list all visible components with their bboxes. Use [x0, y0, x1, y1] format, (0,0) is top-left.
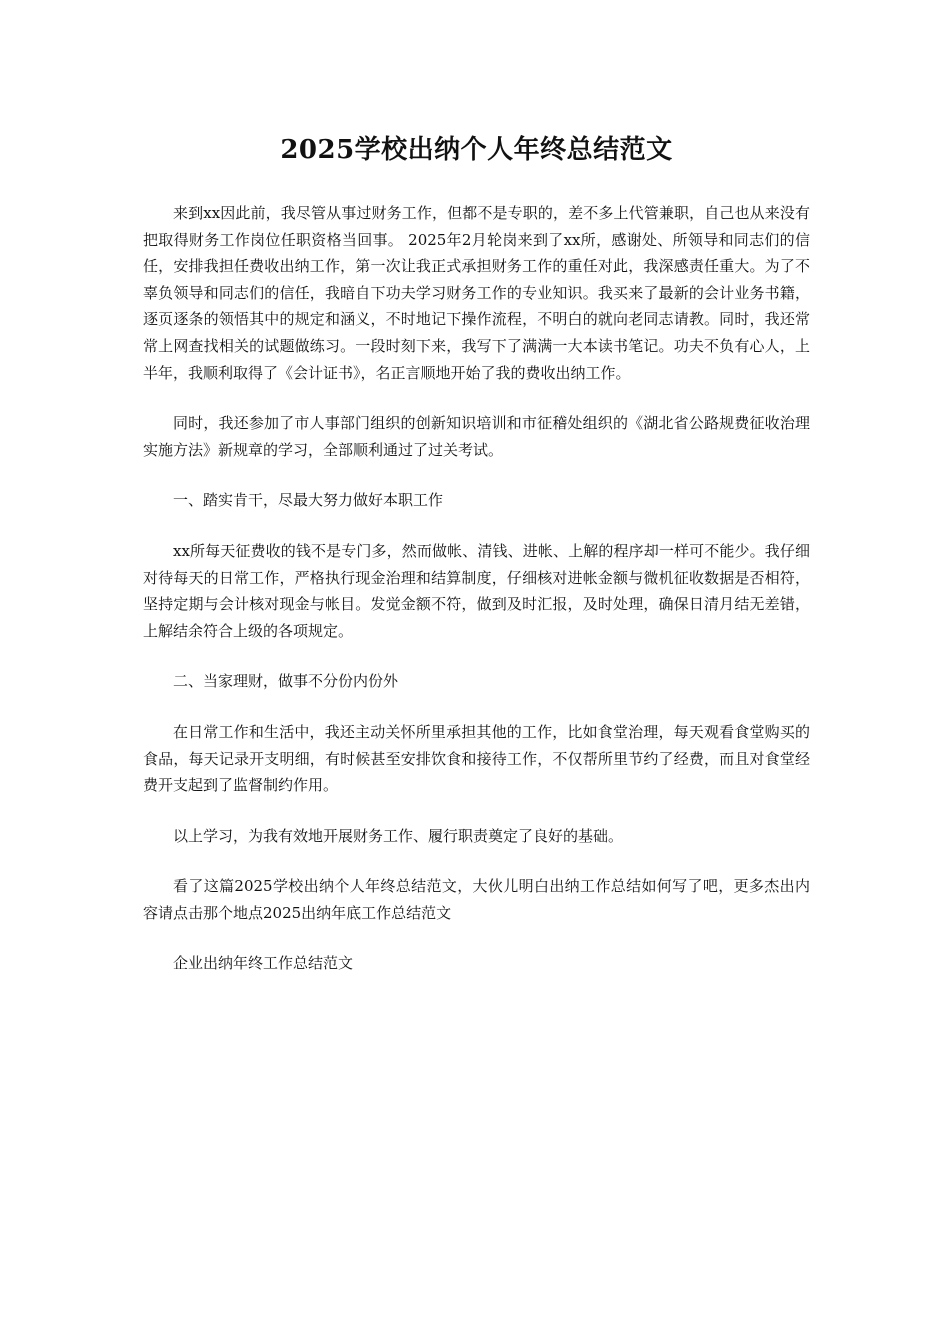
paragraph-daily-work: xx所每天征费收的钱不是专门多，然而做帐、清钱、进帐、上解的程序却一样可不能少。我仔细对待每天的日常工作，严格执行现金治理和结算制度，仔细核对进帐金额与微机征收数据是否相符，坚持定期与会计核对现金与帐目。发觉金额不符，做到及时汇报，及时处理，确保日清月结无差错，上解结余符合上级的各项规定。: [143, 541, 810, 640]
paragraph-training: 同时，我还参加了市人事部门组织的创新知识培训和市征稽处组织的《湖北省公路规费征收治理实施方法》新规章的学习，全部顺利通过了过关考试。: [143, 414, 810, 459]
paragraph-canteen: 在日常工作和生活中，我还主动关怀所里承担其他的工作，比如食堂治理，每天观看食堂购买的食品，每天记录开支明细，有时候甚至安排饮食和接待工作，不仅帮所里节约了经费，而且对食堂经费开支起到了监督制约作用。: [143, 722, 810, 795]
paragraph-closing: 看了这篇2025学校出纳个人年终总结范文，大伙儿明白出纳工作总结如何写了吧，更多杰出内容请点击那个地点2025出纳年底工作总结范文: [143, 877, 810, 922]
section-heading-1: 一、踏实肯干，尽最大努力做好本职工作: [173, 491, 444, 510]
paragraph-related-link: 企业出纳年终工作总结范文: [173, 954, 354, 973]
document-title: 2025学校出纳个人年终总结范文: [280, 135, 673, 165]
section-heading-2: 二、当家理财，做事不分份内份外: [173, 672, 399, 691]
paragraph-intro: 来到xx因此前，我尽管从事过财务工作，但都不是专职的，差不多上代管兼职，自己也从来没有把取得财务工作岗位任职资格当回事。 2025年2月轮岗来到了xx所，感谢处、所领导和同志们的信任，安排我担任费收出纳工作，第一次让我正式承担财务工作的重任对此，我深感责任重大。为了不辜负领导和同志们的信任，我暗自下功夫学习财务工作的专业知识。我买来了最新的会计业务书籍，逐页逐条的领悟其中的规定和涵义，不时地记下操作流程，不明白的就向老同志请教。同时，我还常常上网查找相关的试题做练习。一段时刻下来，我写下了满满一大本读书笔记。功夫不负有心人，上半年，我顺利取得了《会计证书》，名正言顺地开始了我的费收出纳工作。: [143, 204, 810, 382]
paragraph-summary: 以上学习，为我有效地开展财务工作、履行职责奠定了良好的基础。: [173, 826, 624, 845]
